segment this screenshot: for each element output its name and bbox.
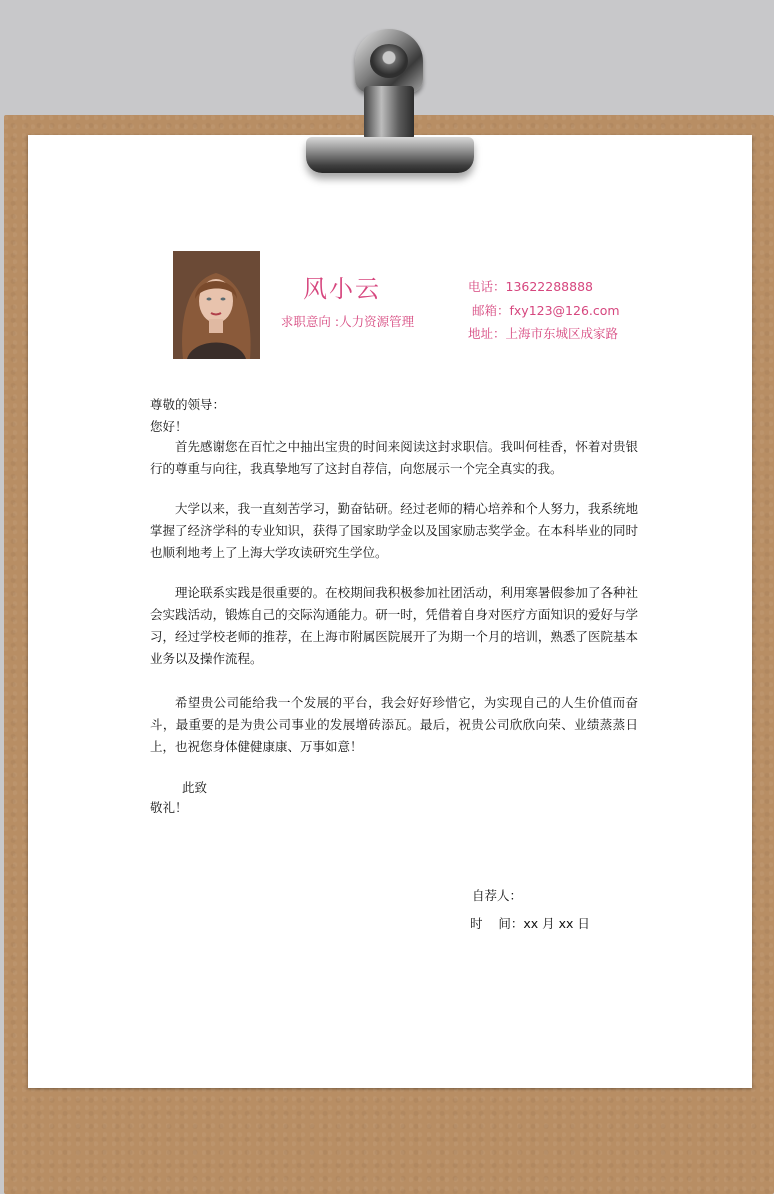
salutation: 尊敬的领导： [150, 397, 226, 412]
date-label: 时 间：xx 月 xx 日 [470, 916, 590, 931]
job-intent: 求职意向 :人力资源管理 [280, 314, 415, 329]
applicant-name: 风小云 [303, 275, 381, 303]
paragraph-4: 希望贵公司能给我一个发展的平台，我会好好珍惜它，为实现自己的人生价值而奋斗，最重要的是为贵公司事业的发展增砖添瓦。最后，祝贵公司欣欣向荣、业绩蒸蒸日上，也祝您身体健健康康、万事如意！ [150, 695, 638, 754]
phone-text: 电话：13622288888 [468, 279, 593, 294]
email-text: 邮箱：fxy123@126.com [472, 303, 620, 318]
closing-line-1: 此致 [182, 780, 208, 795]
paragraph-1: 首先感谢您在百忙之中抽出宝贵的时间来阅读这封求职信。我叫何桂香，怀着对贵银行的尊重与向往，我真挚地写了这封自荐信，向您展示一个完全真实的我。 [150, 439, 638, 476]
binder-clip-hole [370, 44, 408, 78]
profile-photo [173, 251, 260, 359]
binder-clip-stem [364, 86, 414, 140]
closing-line-2: 敬礼！ [150, 800, 188, 815]
address-text: 地址：上海市东城区成家路 [468, 326, 619, 341]
paragraph-3: 理论联系实践是很重要的。在校期间我积极参加社团活动，利用寒暑假参加了各种社会实践活动，锻炼自己的交际沟通能力。研一时，凭借着自身对医疗方面知识的爱好与学习，经过学校老师的推荐，在上海市附属医院展开了为期一个月的培训，熟悉了医院基本业务以及操作流程。 [150, 585, 638, 666]
greeting: 您好！ [150, 419, 188, 434]
signer-label: 自荐人： [472, 888, 523, 903]
paragraph-2: 大学以来，我一直刻苦学习，勤奋钻研。经过老师的精心培养和个人努力，我系统地掌握了经济学科的专业知识，获得了国家助学金以及国家励志奖学金。在本科毕业的同时也顺利地考上了上海大学攻读研究生学位。 [150, 501, 638, 560]
binder-clip-base [306, 137, 474, 173]
